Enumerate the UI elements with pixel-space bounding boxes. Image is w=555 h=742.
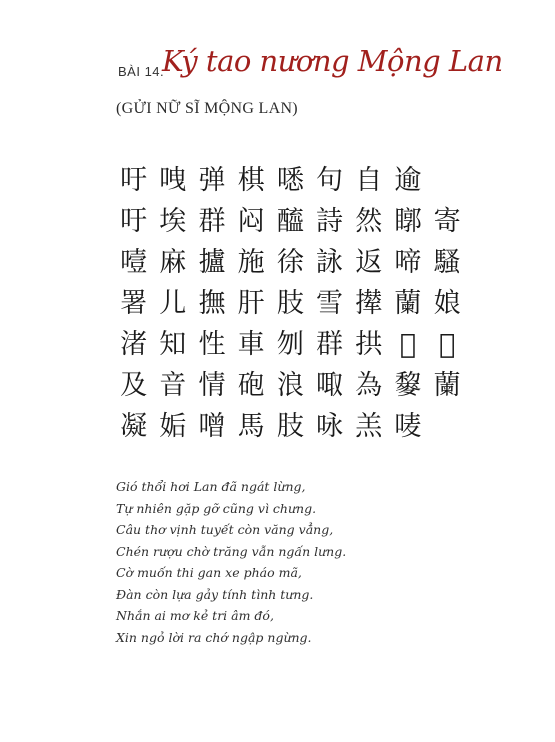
han-nom-character: 音 bbox=[159, 370, 187, 401]
han-nom-character: 句 bbox=[316, 165, 344, 196]
han-nom-character: 為 bbox=[355, 370, 383, 401]
han-nom-character: 噌 bbox=[198, 411, 226, 442]
han-nom-character: 情 bbox=[198, 370, 226, 401]
poem-title: Ký tao nương Mộng Lan bbox=[162, 44, 503, 78]
han-nom-character: 醯 bbox=[276, 206, 304, 237]
han-nom-character: 返 bbox=[355, 247, 383, 278]
han-nom-character: 麻 bbox=[159, 247, 187, 278]
han-nom-character: 吁 bbox=[120, 165, 148, 196]
han-nom-character: 儿 bbox=[159, 288, 187, 319]
han-nom-character: 群 bbox=[316, 329, 344, 360]
han-nom-character: 𠃝 bbox=[399, 329, 416, 360]
verse-line: Câu thơ vịnh tuyết còn văng vẳng, bbox=[116, 522, 334, 537]
han-nom-character: 噎 bbox=[120, 247, 148, 278]
han-nom-character: 啼 bbox=[394, 247, 422, 278]
han-nom-character: 署 bbox=[120, 288, 148, 319]
verse-line: Cờ muốn thi gan xe pháo mã, bbox=[116, 565, 302, 580]
han-nom-character: 寄 bbox=[433, 206, 461, 237]
han-nom-character: 撵 bbox=[355, 288, 383, 319]
han-nom-character: 肢 bbox=[276, 411, 304, 442]
poem-subtitle: (GỬI NỮ SĨ MỘNG LAN) bbox=[116, 100, 298, 117]
han-nom-character: 刎 bbox=[276, 329, 304, 360]
han-nom-character: 雪 bbox=[316, 288, 344, 319]
han-nom-row bbox=[114, 406, 467, 447]
han-nom-character: 撫 bbox=[198, 288, 226, 319]
han-nom-character: 詩 bbox=[316, 206, 344, 237]
han-nom-character: 埃 bbox=[159, 206, 187, 237]
han-nom-text-block bbox=[114, 160, 467, 447]
han-nom-character: 詠 bbox=[316, 247, 344, 278]
verse-line: Tự nhiên gặp gỡ cũng vì chưng. bbox=[116, 500, 317, 516]
verse-line: Chén rượu chờ trăng vẫn ngấn lưng. bbox=[116, 543, 347, 559]
han-nom-character: 馬 bbox=[237, 411, 265, 442]
han-nom-row bbox=[114, 283, 467, 324]
han-nom-character: 㗭 bbox=[276, 165, 304, 196]
han-nom-row bbox=[114, 242, 467, 283]
han-nom-character: 徐 bbox=[276, 247, 304, 278]
han-nom-character: 知 bbox=[159, 329, 187, 360]
han-nom-character: 蘭 bbox=[394, 288, 422, 319]
han-nom-character: 蘭 bbox=[433, 370, 461, 401]
han-nom-character: 吁 bbox=[120, 206, 148, 237]
han-nom-character: 唛 bbox=[394, 411, 422, 442]
han-nom-character: 㖩 bbox=[316, 370, 344, 401]
quoc-ngu-verse bbox=[116, 476, 346, 648]
han-nom-row bbox=[114, 201, 467, 242]
han-nom-character: 砲 bbox=[237, 370, 265, 401]
verse-line: Xin ngỏ lời ra chớ ngập ngừng. bbox=[116, 629, 312, 645]
han-nom-character: 攎 bbox=[198, 247, 226, 278]
han-nom-character: 然 bbox=[355, 206, 383, 237]
verse-line: Đàn còn lựa gảy tính tình tưng. bbox=[116, 586, 314, 602]
han-nom-character: 棋 bbox=[237, 165, 265, 196]
han-nom-character: 弹 bbox=[198, 165, 226, 196]
han-nom-character: 娘 bbox=[433, 288, 461, 319]
han-nom-character: 羔 bbox=[355, 411, 383, 442]
han-nom-character: 騷 bbox=[433, 247, 461, 278]
lesson-number: BÀI 14. bbox=[118, 64, 165, 79]
han-nom-character: 性 bbox=[198, 329, 226, 360]
han-nom-character: 𠑬 bbox=[438, 329, 456, 360]
verse-line: Nhắn ai mơ kẻ tri âm đó, bbox=[116, 608, 274, 623]
han-nom-character: 㖂 bbox=[159, 165, 187, 196]
han-nom-character: 自 bbox=[355, 165, 383, 196]
han-nom-character: 施 bbox=[237, 247, 265, 278]
han-nom-character: 闷 bbox=[237, 206, 265, 237]
verse-line: Gió thổi hơi Lan đã ngát lừng, bbox=[116, 479, 306, 494]
han-nom-character: 凝 bbox=[120, 411, 148, 442]
han-nom-row bbox=[114, 160, 467, 201]
han-nom-character: 咏 bbox=[316, 411, 344, 442]
han-nom-row bbox=[114, 324, 467, 365]
han-nom-character: 肝 bbox=[237, 288, 265, 319]
han-nom-character: 䴻 bbox=[394, 370, 422, 401]
han-nom-character: 肢 bbox=[276, 288, 304, 319]
han-nom-character: 浪 bbox=[276, 370, 304, 401]
han-nom-character: 群 bbox=[198, 206, 226, 237]
han-nom-character: 及 bbox=[120, 370, 148, 401]
han-nom-character: 姤 bbox=[159, 411, 187, 442]
han-nom-character: 䁨 bbox=[394, 206, 422, 237]
han-nom-character: 渚 bbox=[120, 329, 148, 360]
han-nom-character: 逾 bbox=[394, 165, 422, 196]
han-nom-row bbox=[114, 365, 467, 406]
han-nom-character: 車 bbox=[237, 329, 265, 360]
han-nom-character: 拱 bbox=[355, 329, 383, 360]
